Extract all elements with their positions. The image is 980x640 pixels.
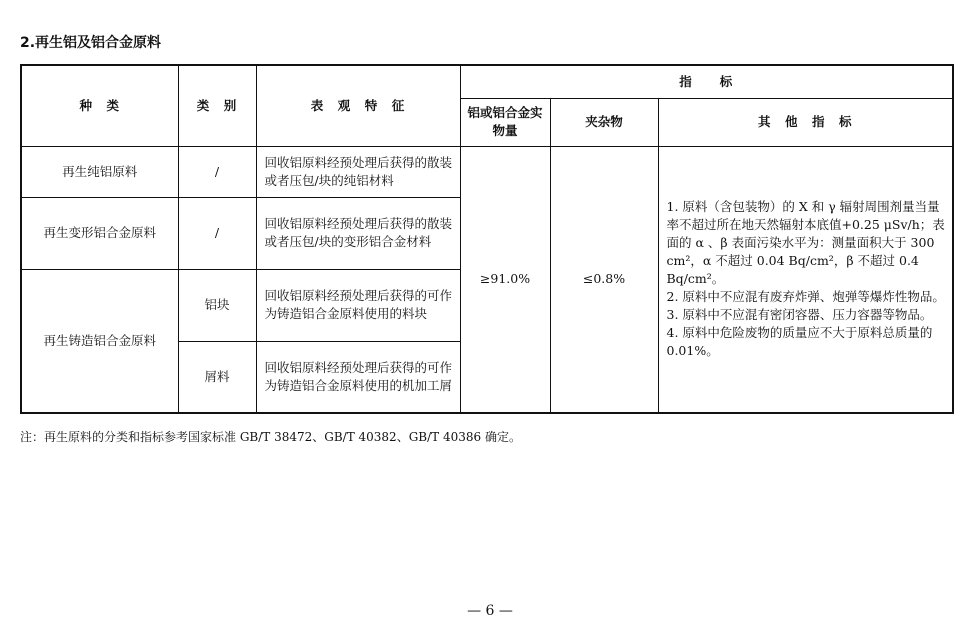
other-indicator-item: 4. 原料中危险废物的质量应不大于原料总质量的 0.01%。 (666, 325, 933, 359)
table-row (21, 146, 953, 197)
metal-content-value: ≥91.0% (460, 146, 550, 413)
row-category: 铝块 (178, 269, 256, 341)
row-kind: 再生纯铝原料 (21, 146, 178, 197)
header-indicators: 指 标 (460, 65, 953, 98)
header-metal-content: 铝或铝合金实物量 (460, 98, 550, 146)
row-appearance: 回收铝原料经预处理后获得的散装或者压包/块的变形铝合金材料 (256, 197, 460, 269)
row-kind: 再生铸造铝合金原料 (21, 269, 178, 413)
other-indicator-item: 2. 原料中不应混有废弃炸弹、炮弹等爆炸性物品。 (666, 289, 945, 305)
row-category: 屑料 (178, 341, 256, 413)
header-impurities: 夹杂物 (550, 98, 658, 146)
other-indicator-item: 3. 原料中不应混有密闭容器、压力容器等物品。 (666, 307, 933, 323)
header-other-indicators: 其 他 指 标 (658, 98, 953, 146)
table-note: 注：再生原料的分类和指标参考国家标准 GB/T 38472、GB/T 40382、GB/T 40386 确定。 (20, 430, 521, 444)
row-kind: 再生变形铝合金原料 (21, 197, 178, 269)
other-indicator-item: 1. 原料（含包装物）的 X 和 γ 辐射周围剂量当量率不超过所在地天然辐射本底值+0.25 μSv/h；表面的 α 、β 表面污染水平为：测量面积大于 300 cm²，α 不超过 0.04 Bq/cm²，β 不超过 0.4 Bq/cm²。 (666, 199, 945, 287)
header-appearance: 表 观 特 征 (256, 65, 460, 146)
impurities-value: ≤0.8% (550, 146, 658, 413)
row-appearance: 回收铝原料经预处理后获得的散装或者压包/块的纯铝材料 (256, 146, 460, 197)
page-number: — 6 — (467, 603, 513, 619)
header-category: 类 别 (178, 65, 256, 146)
raw-material-spec-table (20, 64, 954, 414)
row-appearance: 回收铝原料经预处理后获得的可作为铸造铝合金原料使用的机加工屑 (256, 341, 460, 413)
row-category: / (178, 146, 256, 197)
row-appearance: 回收铝原料经预处理后获得的可作为铸造铝合金原料使用的料块 (256, 269, 460, 341)
header-kind: 种 类 (21, 65, 178, 146)
row-category: / (178, 197, 256, 269)
other-indicators-cell (658, 146, 953, 413)
section-heading: 2.再生铝及铝合金原料 (20, 35, 162, 51)
